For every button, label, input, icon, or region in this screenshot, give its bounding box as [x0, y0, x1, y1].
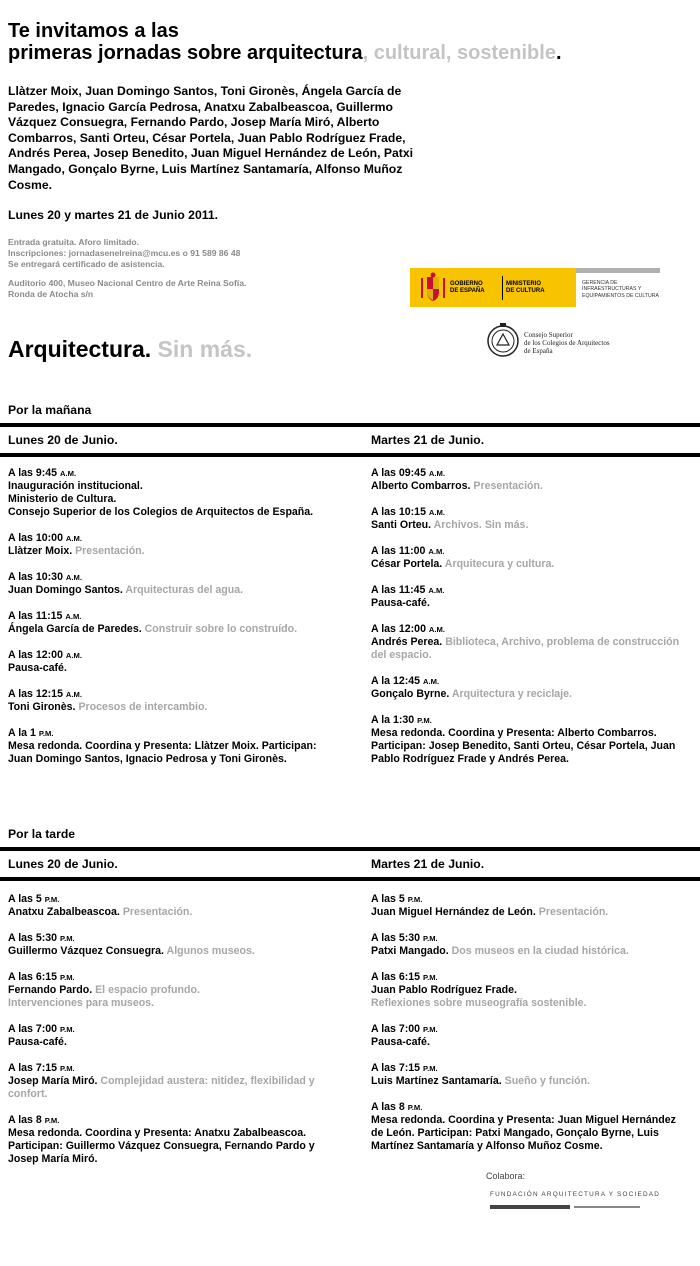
time-value: A las 11:00	[371, 545, 426, 557]
time-value: A las 12:00	[8, 649, 63, 661]
schedule-entry	[8, 893, 338, 919]
colabora-label: Colabora:	[486, 1171, 526, 1181]
title-main: primeras jornadas sobre arquitectura	[8, 42, 363, 64]
time-value: A las 10:30	[8, 571, 63, 583]
time-ampm: P.M.	[407, 1103, 423, 1112]
schedule-entry	[8, 1062, 338, 1101]
entry-text: Gonçalo Byrne.	[371, 688, 450, 700]
entry-time	[371, 893, 691, 906]
time-ampm: P.M.	[60, 934, 75, 943]
entry-time	[371, 545, 691, 558]
time-value: A las 7:00	[371, 1023, 421, 1035]
entry-topic: Presentación.	[470, 480, 543, 492]
entry-text: Mesa redonda. Coordina y Presenta: Anatxu Zabalbeascoa. Participan: Guillermo Vázquez Consuegra, Fernando Pardo y Josep María Miró.	[8, 1127, 315, 1165]
cscae-seal-icon	[486, 322, 520, 358]
entry-topic: Complejidad austera: nitidez, flexibilidad y confort.	[8, 1075, 315, 1100]
schedule-entry	[8, 1023, 338, 1049]
entry-time	[371, 714, 691, 727]
entry-topic: Dos museos en la ciudad histórica.	[448, 945, 629, 957]
schedule-entry	[371, 467, 691, 493]
entry-time	[371, 1023, 691, 1036]
entry-topic: Intervenciones para museos.	[8, 997, 155, 1009]
time-value: A las 8	[8, 1114, 42, 1126]
title-grey: , cultural, sostenible	[362, 42, 556, 64]
time-value: A las 6:15	[8, 971, 58, 983]
entry-topic: Arquitectura y reciclaje.	[449, 688, 572, 700]
entry-text: Mesa redonda. Coordina y Presenta: Llàtzer Moix. Participan: Juan Domingo Santos, Ignacio Pedrosa y Toni Gironès.	[8, 740, 317, 765]
entry-time	[8, 1114, 338, 1127]
entry-text: Mesa redonda. Coordina y Presenta: Alberto Combarros. Participan: Josep Benedito, Santi Orteu, César Portela, Juan Pablo Rodríguez Frade y Andrés Perea.	[371, 727, 676, 765]
gob-line: DE ESPAÑA	[450, 288, 485, 294]
title-line-1: Te invitamos a las	[8, 20, 179, 42]
entry-text: Juan Pablo Rodríguez Frade.	[371, 984, 517, 996]
schedule-entry	[8, 610, 338, 636]
time-ampm: A.M.	[428, 625, 445, 634]
time-ampm: P.M.	[417, 716, 432, 725]
time-value: A las 10:15	[371, 506, 426, 518]
entry-time	[8, 688, 338, 701]
morning-day-tuesday: Martes 21 de Junio.	[371, 433, 485, 447]
tagline	[8, 336, 252, 363]
entry-extra: Consejo Superior de los Colegios de Arquitectos de España.	[8, 506, 314, 518]
min-line: MINISTERIO	[506, 281, 542, 287]
time-value: A las 9:45	[8, 467, 58, 479]
schedule-entry	[371, 1101, 691, 1153]
entry-time	[8, 467, 338, 480]
time-ampm: A.M.	[428, 547, 445, 556]
entry-text: Inauguración institucional.	[8, 480, 143, 492]
time-ampm: P.M.	[60, 1064, 75, 1073]
fundacion-logo-mark	[490, 1204, 640, 1210]
time-value: A las 11:45	[371, 584, 426, 596]
time-ampm: A.M.	[65, 612, 82, 621]
schedule-entry	[371, 893, 691, 919]
entry-text: Patxi Mangado.	[371, 945, 449, 957]
time-value: A las 5:30	[371, 932, 421, 944]
entry-time	[8, 532, 338, 545]
entry-text: Pausa-café.	[371, 597, 430, 609]
entry-text: Mesa redonda. Coordina y Presenta: Juan Miguel Hernández de León. Participan: Patxi Mangado, Gonçalo Byrne, Luis Martínez Santamaría y Alfonso Muñoz Cosme.	[371, 1114, 676, 1152]
invitation-title	[8, 20, 562, 64]
entry-topic: Presentación.	[119, 906, 193, 918]
cscae-logo	[486, 322, 636, 362]
divider	[0, 877, 700, 881]
entry-extra: Ministerio de Cultura.	[8, 493, 117, 505]
time-ampm: P.M.	[44, 895, 60, 904]
entry-topic: El espacio profundo.	[92, 984, 200, 996]
entry-text: Luis Martínez Santamaría.	[371, 1075, 502, 1087]
morning-label: Por la mañana	[8, 403, 92, 417]
event-dates: Lunes 20 y martes 21 de Junio 2011.	[8, 208, 219, 222]
divider	[0, 847, 700, 851]
min-line: DE CULTURA	[506, 288, 545, 294]
cscae-line: Consejo Superior	[524, 331, 573, 339]
entry-text: Josep María Miró.	[8, 1075, 98, 1087]
tagline-main: Arquitectura.	[8, 336, 152, 362]
ministerio-text	[506, 281, 545, 295]
entry-topic: Construir sobre lo construído.	[141, 623, 298, 635]
time-value: A las 10:00	[8, 532, 63, 544]
time-ampm: A.M.	[428, 586, 445, 595]
title-end: .	[555, 42, 562, 64]
entry-time	[8, 571, 338, 584]
schedule-entry	[371, 675, 691, 701]
tagline-grey: Sin más.	[151, 336, 253, 362]
spain-coat-of-arms-icon	[418, 272, 448, 303]
time-ampm: A.M.	[65, 573, 82, 582]
info-line: Entrada gratuita. Aforo limitado.	[8, 237, 139, 247]
entry-topic: Arquitecturas del agua.	[122, 584, 244, 596]
entry-text: Alberto Combarros.	[371, 480, 471, 492]
entry-text: Juan Miguel Hernández de León.	[371, 906, 536, 918]
entry-topic: Procesos de intercambio.	[75, 701, 208, 713]
time-value: A las 6:15	[371, 971, 421, 983]
time-ampm: P.M.	[423, 934, 438, 943]
schedule-entry	[8, 1114, 338, 1166]
schedule-entry	[8, 649, 338, 675]
entry-text: Andrés Perea.	[371, 636, 443, 648]
schedule-entry	[371, 932, 691, 958]
entry-text: Juan Domingo Santos.	[8, 584, 123, 596]
entry-text: Santi Orteu.	[371, 519, 432, 531]
time-ampm: A.M.	[60, 469, 77, 478]
title-line-2	[8, 42, 562, 64]
entry-time	[8, 1023, 338, 1036]
entry-text: Anatxu Zabalbeascoa.	[8, 906, 120, 918]
divider	[0, 423, 700, 427]
time-value: A las 5:30	[8, 932, 58, 944]
schedule-entry	[371, 545, 691, 571]
morning-day-monday: Lunes 20 de Junio.	[8, 433, 118, 447]
entry-time	[371, 623, 691, 636]
entry-text: Ángela García de Paredes.	[8, 623, 142, 635]
time-value: A las 7:15	[371, 1062, 421, 1074]
entry-text: César Portela.	[371, 558, 443, 570]
schedule-entry	[8, 532, 338, 558]
entry-topic: Archivos. Sin más.	[431, 519, 529, 531]
afternoon-monday-schedule	[8, 893, 338, 1179]
time-ampm: A.M.	[428, 508, 445, 517]
ger-line: INFRAESTRUCTURAS Y	[582, 286, 642, 293]
venue-line: Ronda de Atocha s/n	[8, 289, 94, 299]
entry-topic: Presentación.	[535, 906, 609, 918]
time-value: A la 1:30	[371, 714, 415, 726]
time-ampm: P.M.	[60, 1025, 75, 1034]
entry-text: Fernando Pardo.	[8, 984, 93, 996]
gobierno-text	[450, 281, 485, 295]
ger-line: GERENCIA DE	[582, 280, 618, 286]
schedule-entry	[8, 467, 338, 519]
entry-topic: Biblioteca, Archivo, problema de construcción del espacio.	[371, 636, 680, 661]
entry-time	[371, 584, 691, 597]
time-ampm: P.M.	[60, 973, 75, 982]
schedule-entry	[8, 688, 338, 714]
time-value: A las 5	[8, 893, 42, 905]
time-value: A las 09:45	[371, 467, 426, 479]
entry-time	[8, 971, 338, 984]
schedule-entry	[371, 506, 691, 532]
afternoon-day-monday: Lunes 20 de Junio.	[8, 857, 118, 871]
cscae-text	[524, 331, 610, 355]
schedule-entry	[8, 727, 338, 766]
schedule-entry	[371, 584, 691, 610]
schedule-entry	[8, 571, 338, 597]
time-value: A la 12:45	[371, 675, 421, 687]
entry-time	[8, 893, 338, 906]
entry-time	[8, 1062, 338, 1075]
schedule-entry	[371, 623, 691, 662]
ministerio-cultura-logo	[410, 268, 660, 307]
time-ampm: P.M.	[407, 895, 423, 904]
time-ampm: P.M.	[423, 1064, 438, 1073]
time-value: A las 12:00	[371, 623, 426, 635]
morning-monday-schedule	[8, 467, 338, 779]
entry-text: Llàtzer Moix.	[8, 545, 73, 557]
time-value: A las 12:15	[8, 688, 63, 700]
schedule-entry	[371, 971, 691, 1010]
entry-topic: Arquitecura y cultura.	[442, 558, 555, 570]
info-line: Se entregará certificado de asistencia.	[8, 259, 165, 269]
entry-time	[8, 727, 338, 740]
schedule-entry	[8, 971, 338, 1010]
entry-time	[371, 971, 691, 984]
time-ampm: A.M.	[428, 469, 445, 478]
time-ampm: A.M.	[65, 534, 82, 543]
entry-text: Pausa-café.	[8, 662, 67, 674]
entry-topic: Algunos museos.	[164, 945, 255, 957]
entry-text: Toni Gironès.	[8, 701, 76, 713]
entry-time	[8, 610, 338, 623]
time-ampm: A.M.	[65, 690, 82, 699]
time-value: A las 7:00	[8, 1023, 58, 1035]
time-value: A las 8	[371, 1101, 405, 1113]
cscae-line: de España	[524, 347, 553, 355]
time-ampm: P.M.	[44, 1116, 60, 1125]
divider	[0, 453, 700, 457]
venue-info	[8, 278, 246, 300]
entry-topic: Sueño y función.	[501, 1075, 590, 1087]
entry-time	[371, 932, 691, 945]
info-line: Inscripciones: jornadasenelreina@mcu.es o 91 589 86 48	[8, 248, 241, 258]
entry-time	[8, 649, 338, 662]
entry-topic: Reflexiones sobre museografía sostenible.	[371, 997, 587, 1009]
entry-time	[371, 1062, 691, 1075]
gob-line: GOBIERNO	[450, 281, 483, 287]
time-value: A la 1	[8, 727, 36, 739]
registration-info	[8, 237, 240, 270]
time-ampm: A.M.	[423, 677, 440, 686]
schedule-entry	[371, 1062, 691, 1088]
entry-time	[371, 1101, 691, 1114]
afternoon-tuesday-schedule	[371, 893, 691, 1166]
entry-text: Pausa-café.	[371, 1036, 430, 1048]
entry-time	[8, 932, 338, 945]
venue-line: Auditorio 400, Museo Nacional Centro de Arte Reina Sofía.	[8, 278, 247, 288]
time-value: A las 7:15	[8, 1062, 58, 1074]
schedule-entry	[371, 714, 691, 766]
entry-text: Guillermo Vázquez Consuegra.	[8, 945, 164, 957]
afternoon-label: Por la tarde	[8, 827, 76, 841]
entry-time	[371, 467, 691, 480]
entry-time	[371, 506, 691, 519]
time-value: A las 5	[371, 893, 405, 905]
entry-text: Pausa-café.	[8, 1036, 67, 1048]
fundacion-logo-text: FUNDACIÓN ARQUITECTURA Y SOCIEDAD	[490, 1191, 661, 1198]
time-value: A las 11:15	[8, 610, 63, 622]
morning-tuesday-schedule	[371, 467, 691, 779]
ger-line: EQUIPAMIENTOS DE CULTURA	[582, 292, 659, 299]
time-ampm: P.M.	[38, 729, 54, 738]
afternoon-day-tuesday: Martes 21 de Junio.	[371, 857, 485, 871]
entry-time	[371, 675, 691, 688]
cscae-line: de los Colegios de Arquitectos	[524, 339, 610, 347]
gerencia-text	[582, 280, 659, 299]
time-ampm: P.M.	[423, 973, 438, 982]
entry-topic: Presentación.	[72, 545, 145, 557]
schedule-entry	[8, 932, 338, 958]
schedule-entry	[371, 1023, 691, 1049]
time-ampm: A.M.	[65, 651, 82, 660]
time-ampm: P.M.	[423, 1025, 438, 1034]
speakers-list: Llàtzer Moix, Juan Domingo Santos, Toni Gironès, Ángela García de Paredes, Ignacio García Pedrosa, Anatxu Zabalbeascoa, Guillermo Vázquez Consuegra, Fernando Pardo, Josep María Miró, Alberto Combarros, Santi Orteu, César Portela, Juan Pablo Rodríguez Frade, Andrés Perea, Josep Benedito, Juan Miguel Hernández de León, Patxi Mangado, Gonçalo Byrne, Luis Martínez Santamaría, Alfonso Muñoz Cosme.	[8, 84, 413, 192]
